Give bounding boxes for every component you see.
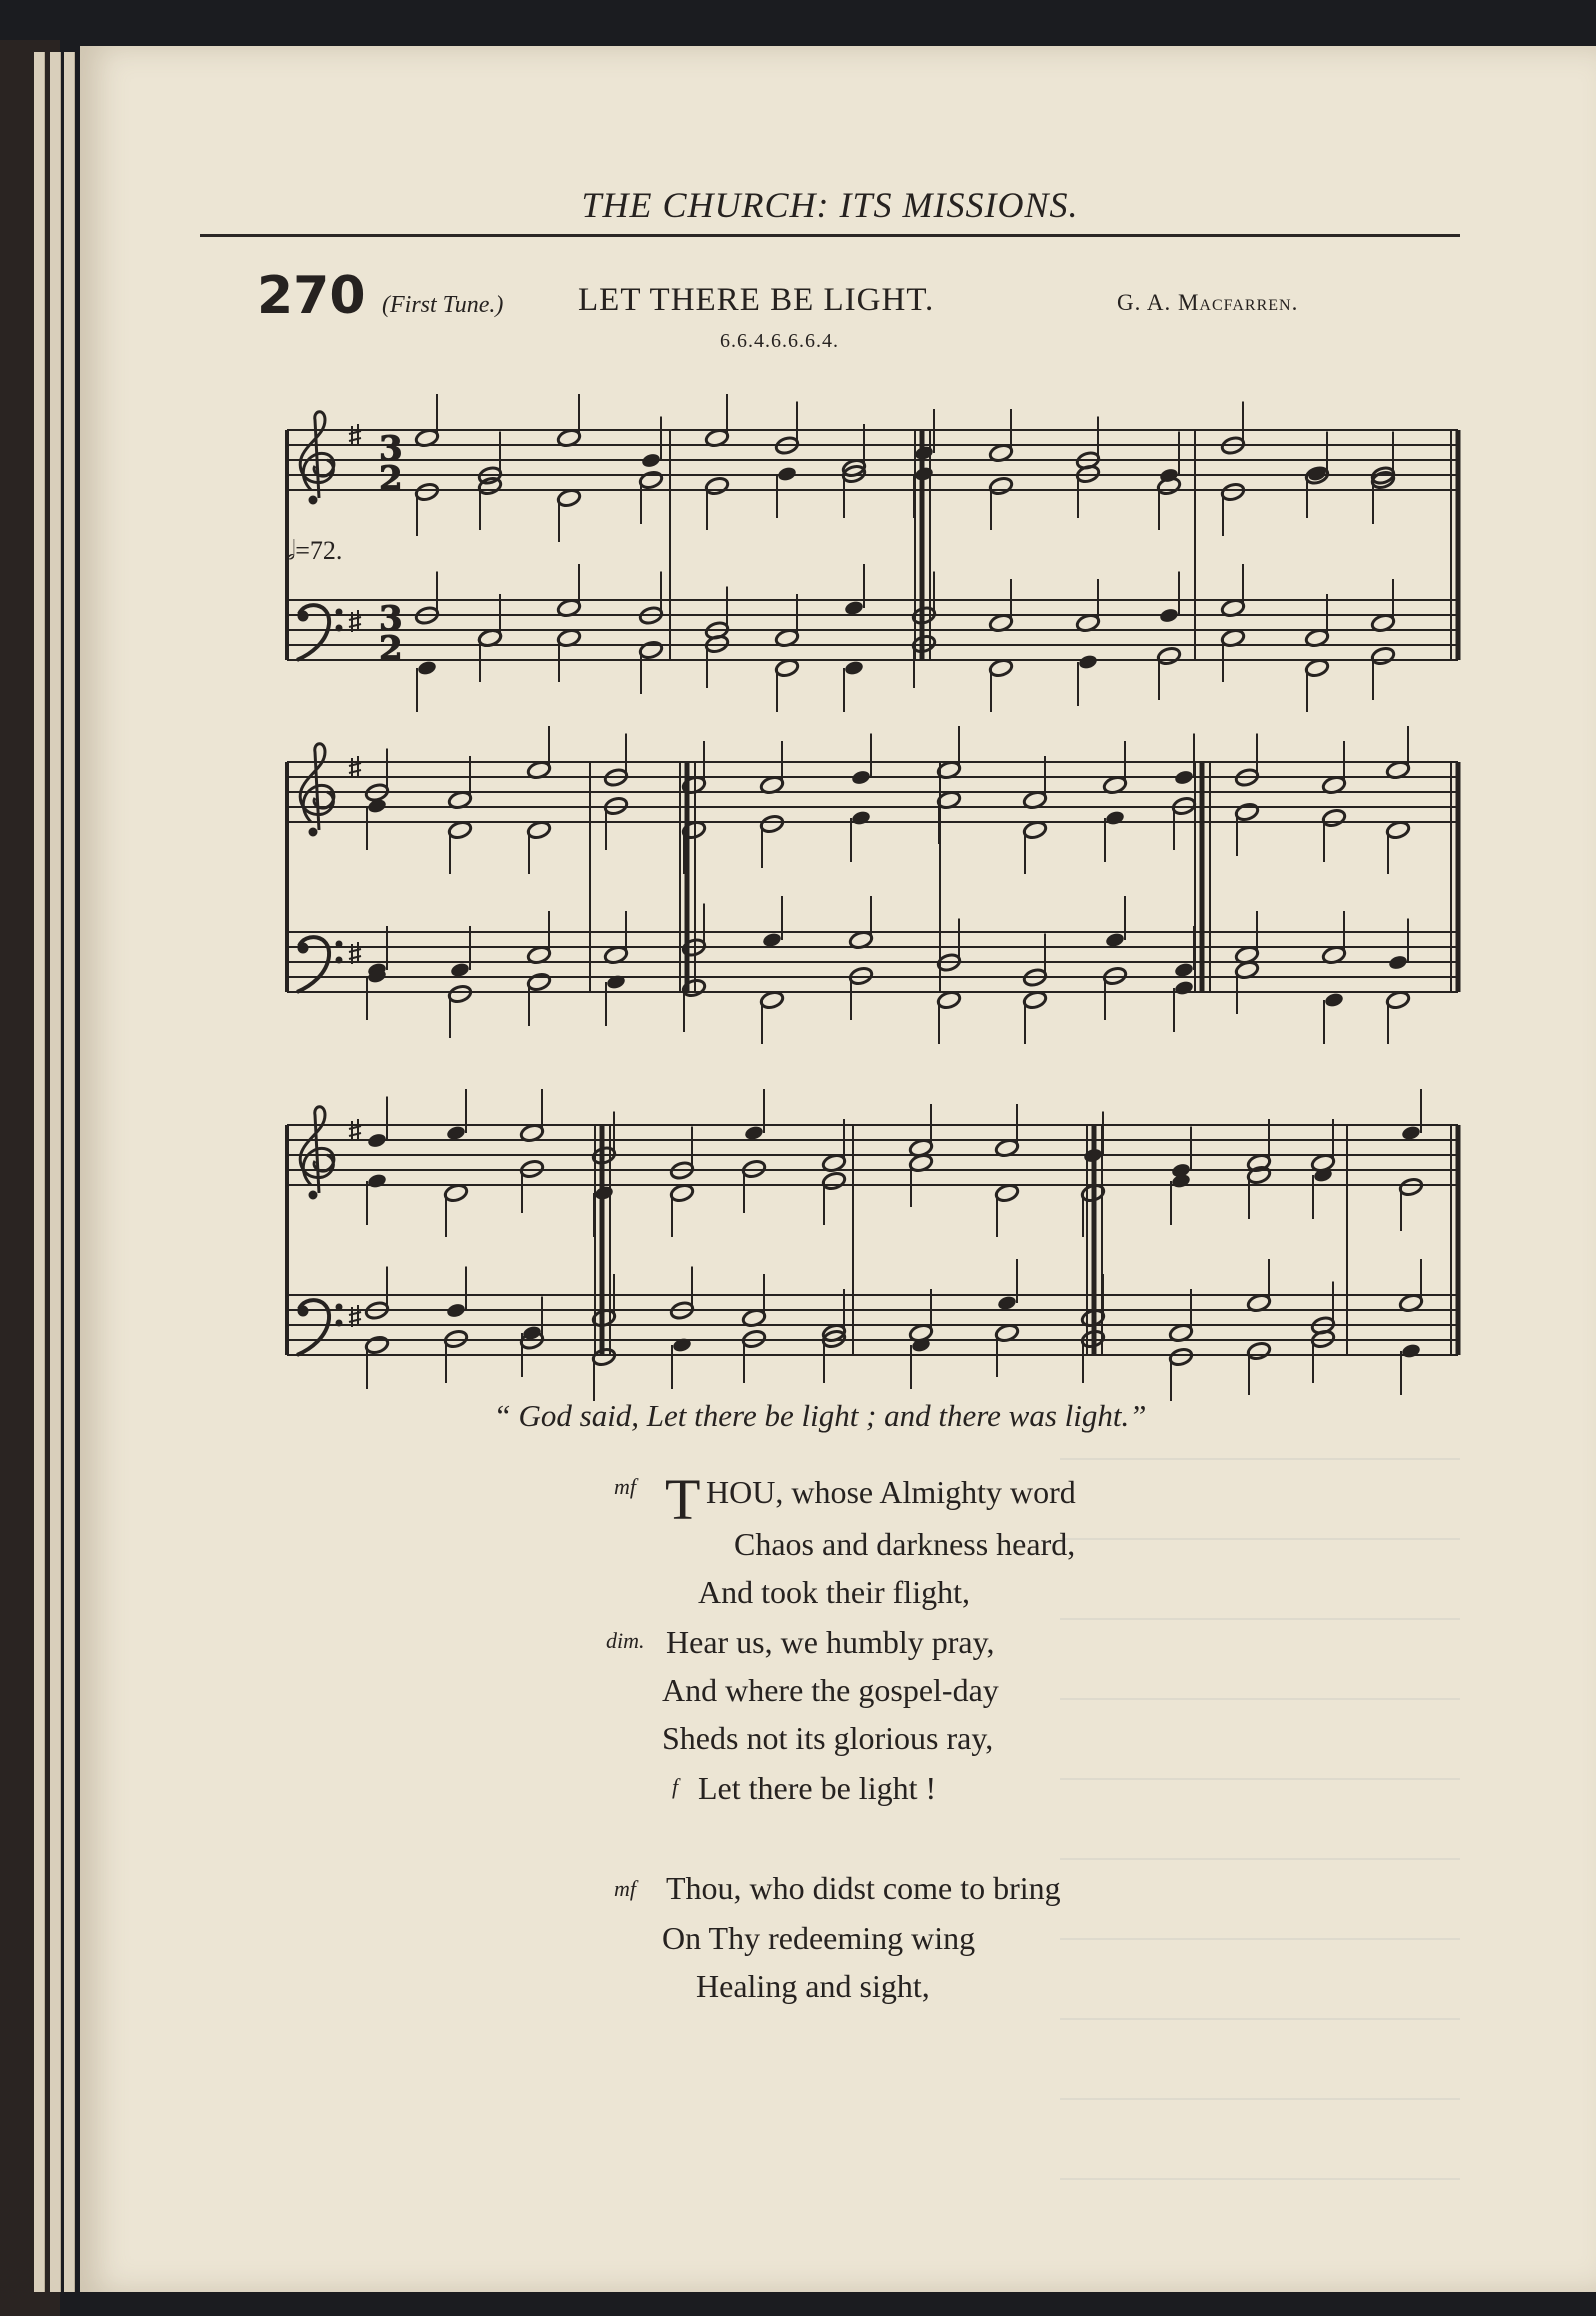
quarter-note (1324, 992, 1345, 1009)
time-signature: 2 (379, 459, 403, 499)
quarter-note (1174, 980, 1195, 997)
key-signature (349, 1305, 361, 1327)
quarter-note (367, 1173, 388, 1190)
quarter-note (851, 769, 872, 786)
time-signature: 3 (379, 599, 403, 639)
time-signature: 3 (379, 429, 403, 469)
quarter-note (594, 1185, 615, 1202)
quarter-note (851, 810, 872, 827)
quarter-note (446, 1125, 467, 1142)
epigraph: “ God said, Let there be light ; and there was light.” (493, 1398, 1147, 1433)
quarter-note (1159, 607, 1180, 624)
half-note (1156, 476, 1181, 496)
quarter-note (367, 1132, 388, 1149)
half-note (1321, 808, 1346, 828)
quarter-note (997, 1295, 1018, 1312)
key-signature (349, 942, 361, 964)
quarter-note (1105, 810, 1126, 827)
time-signature: 2 (379, 629, 403, 669)
verse-line: Sheds not its glorious ray, (662, 1720, 994, 1756)
half-note (638, 640, 663, 660)
half-note (526, 972, 551, 992)
verse-line: Healing and sight, (696, 1968, 930, 2004)
half-note (447, 984, 472, 1004)
half-note (821, 1171, 846, 1191)
verse-line: And took their flight, (698, 1574, 970, 1610)
dynamic-mark: mf (614, 1474, 636, 1499)
quarter-note (744, 1125, 765, 1142)
half-note (1220, 482, 1245, 502)
quarter-note (1174, 769, 1195, 786)
composer: G. A. Macfarren. (1117, 290, 1299, 315)
verse-line: Hear us, we humbly pray, (666, 1624, 995, 1660)
key-signature (349, 1119, 361, 1141)
quarter-note (522, 1325, 543, 1342)
half-note (1398, 1177, 1423, 1197)
quarter-note (844, 600, 865, 617)
quarter-note (844, 660, 865, 677)
quarter-note (914, 466, 935, 483)
bass-clef (297, 1300, 342, 1355)
half-note (759, 814, 784, 834)
dynamic-mark: f (672, 1774, 679, 1799)
half-note (1168, 1347, 1193, 1367)
tune-name: LET THERE BE LIGHT. (578, 282, 935, 318)
half-note (1156, 646, 1181, 666)
quarter-note (777, 466, 798, 483)
verse-line: HOU, whose Almighty word (706, 1474, 1076, 1510)
half-note (704, 476, 729, 496)
dynamic-mark: dim. (606, 1628, 645, 1653)
bass-clef (297, 605, 342, 660)
running-head: THE CHURCH: ITS MISSIONS. (581, 185, 1079, 225)
half-note (1246, 1341, 1271, 1361)
verse-line: Chaos and darkness heard, (734, 1526, 1076, 1562)
quarter-note (1388, 954, 1409, 971)
bass-clef (297, 937, 342, 992)
tune-note: (First Tune.) (382, 292, 504, 318)
quarter-note (914, 445, 935, 462)
half-note (414, 482, 439, 502)
quarter-note (1401, 1125, 1422, 1142)
quarter-note (1401, 1343, 1422, 1360)
dynamic-mark: mf (614, 1876, 636, 1901)
quarter-note (417, 660, 438, 677)
quarter-note (762, 932, 783, 949)
meter: 6.6.4.6.6.6.4. (720, 330, 839, 352)
quarter-note (1105, 932, 1126, 949)
verse-line: Thou, who didst come to bring (666, 1870, 1061, 1906)
quarter-note (641, 452, 662, 469)
quarter-note (1174, 962, 1195, 979)
half-note (1234, 802, 1259, 822)
quarter-note (446, 1302, 467, 1319)
quarter-note (1078, 654, 1099, 671)
verse-line: On Thy redeeming wing (662, 1920, 976, 1956)
half-note (1370, 646, 1395, 666)
half-note (638, 470, 663, 490)
verse-line: And where the gospel-day (662, 1672, 999, 1708)
quarter-note (450, 962, 471, 979)
tempo-marking: 𝅗𝅥=72. (287, 536, 343, 565)
half-note (364, 1335, 389, 1355)
hymn-number: 270 (257, 266, 366, 326)
key-signature (349, 756, 361, 778)
key-signature (349, 610, 361, 632)
verse-line: Let there be light ! (698, 1770, 937, 1806)
half-note (988, 476, 1013, 496)
quarter-note (1083, 1147, 1104, 1164)
key-signature (349, 424, 361, 446)
drop-capital: T (665, 1467, 701, 1532)
